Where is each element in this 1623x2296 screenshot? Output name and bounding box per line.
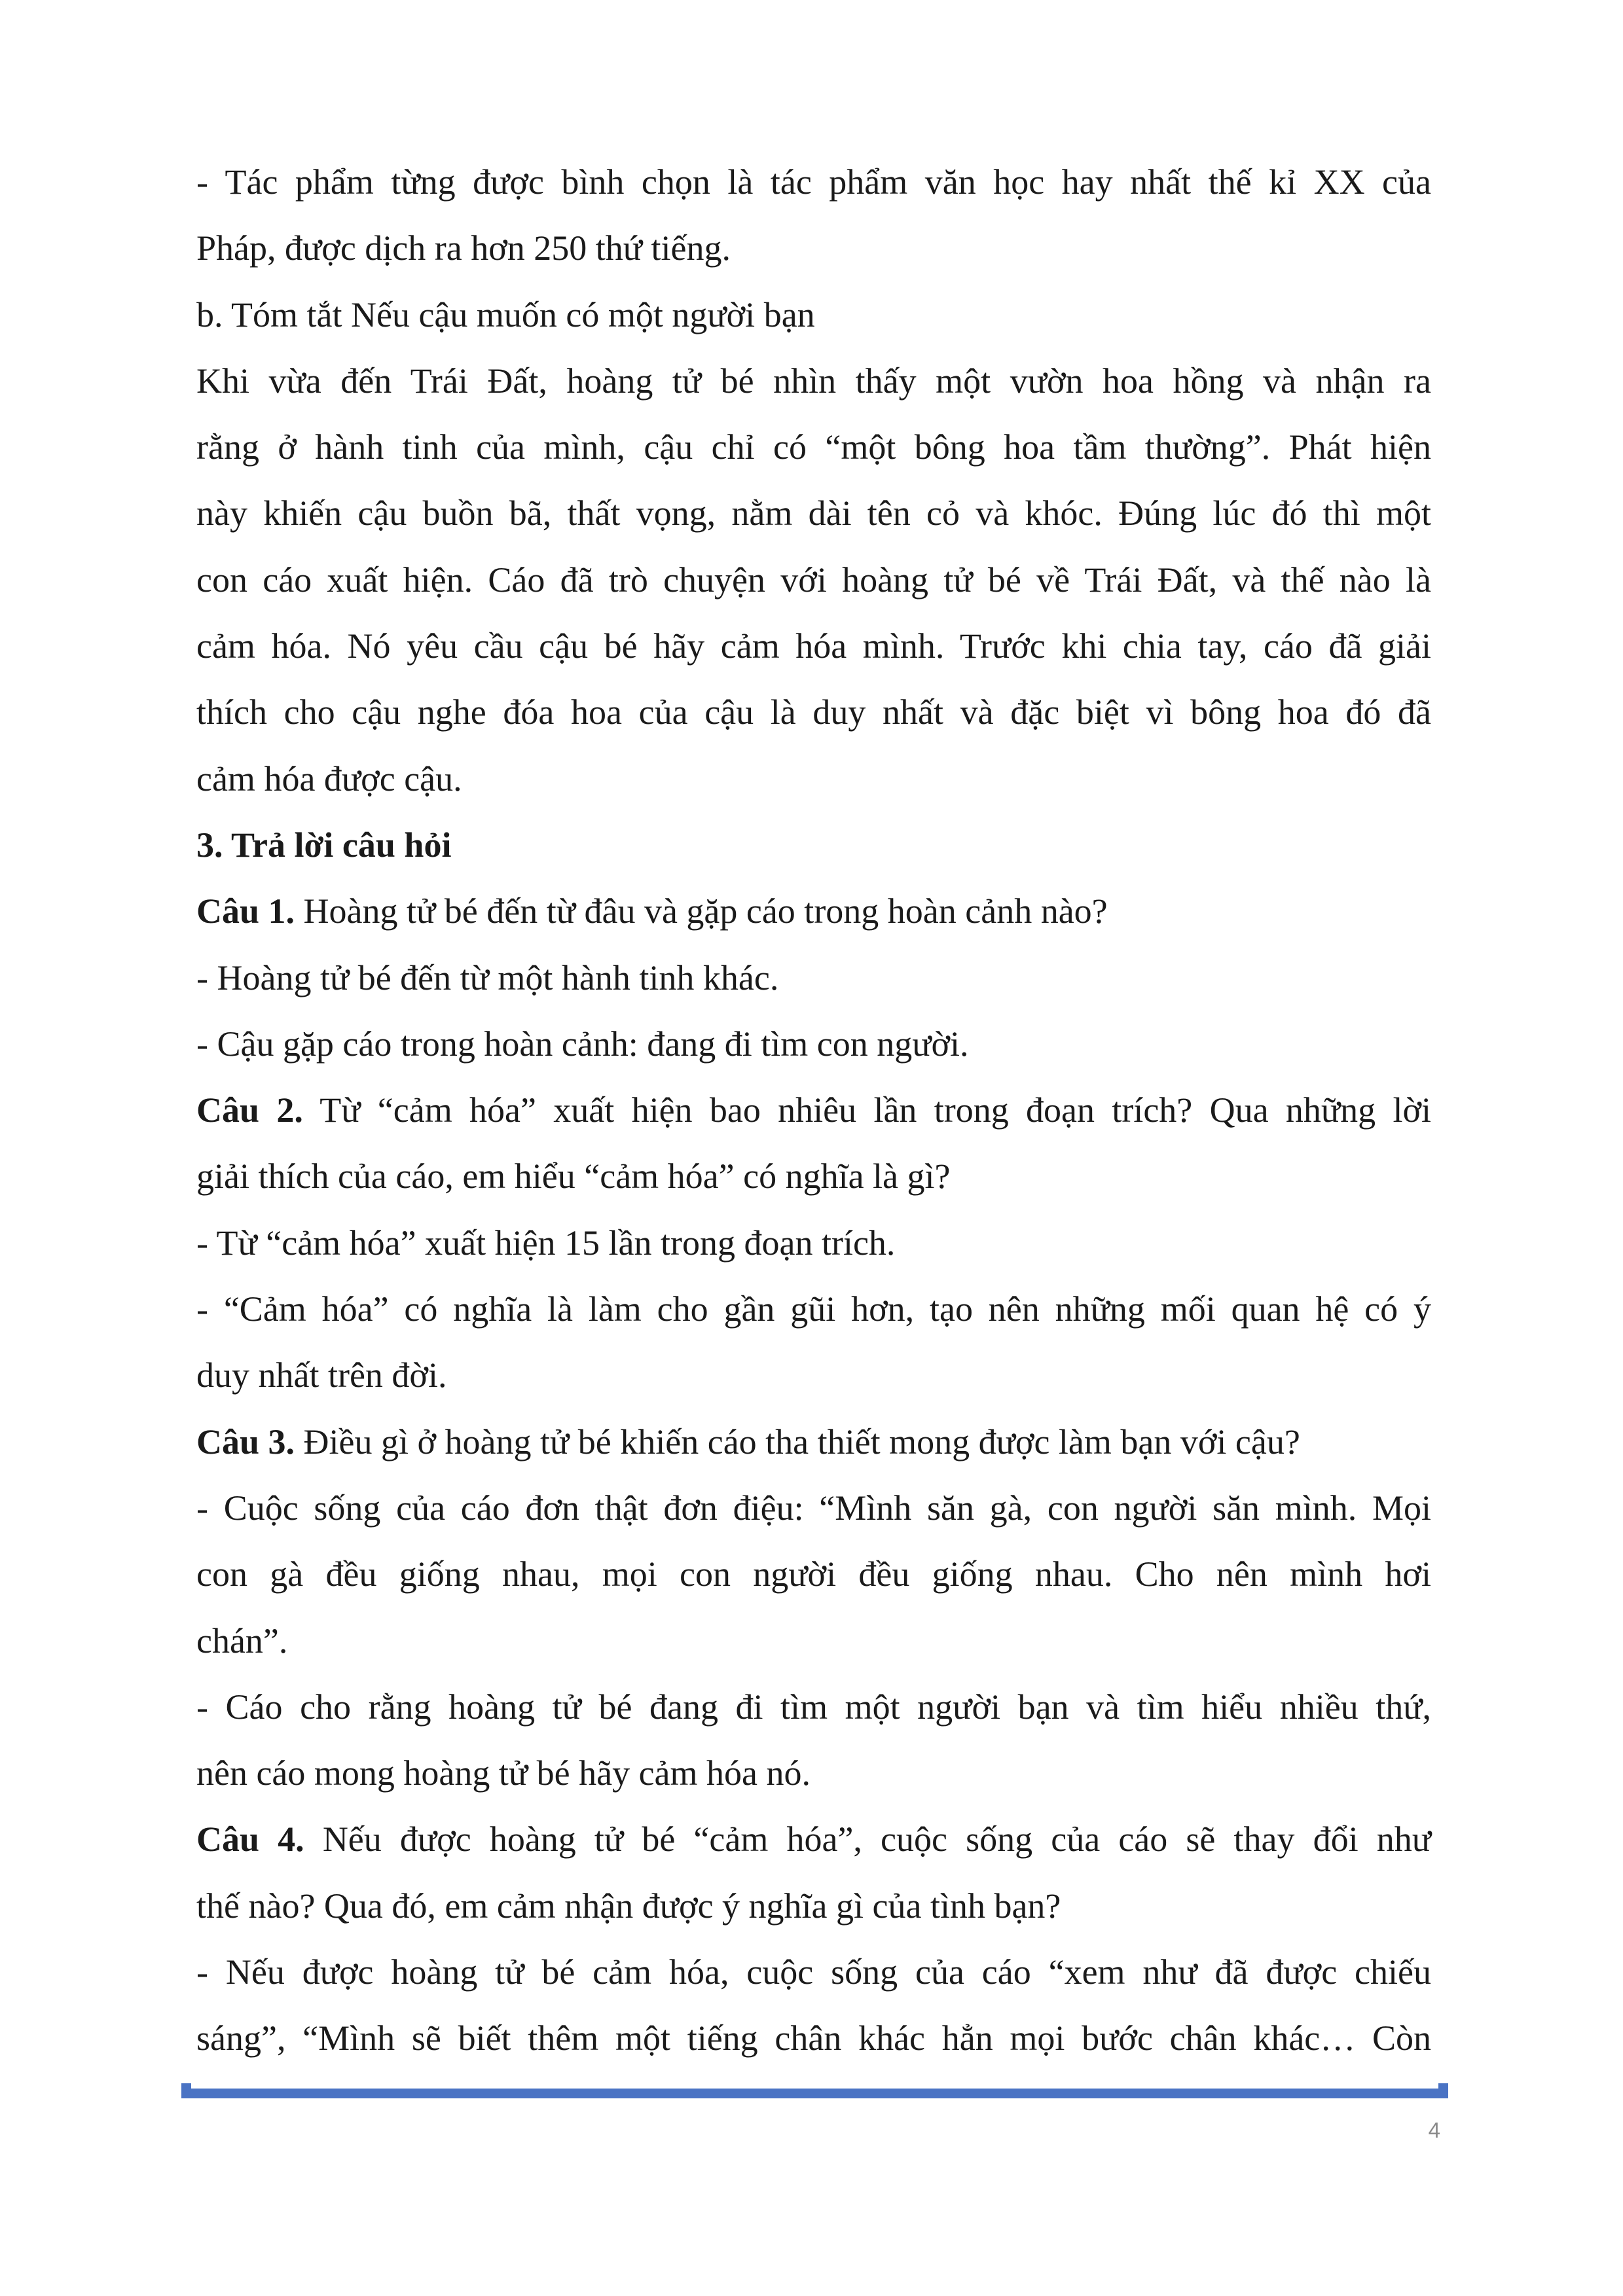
text-line: cảm hóa. Nó yêu cầu cậu bé hãy cảm hóa mình. Trước khi chia tay, cáo đã giải [196, 626, 1431, 666]
text-line: - Từ “cảm hóa” xuất hiện 15 lần trong đoạn trích. [196, 1223, 896, 1263]
text-line: giải thích của cáo, em hiểu “cảm hóa” có nghĩa là gì? [196, 1157, 951, 1196]
text-line: - Nếu được hoàng tử bé cảm hóa, cuộc sống của cáo “xem như đã được chiếu [196, 1952, 1431, 1992]
question-text: Nếu được hoàng tử bé “cảm hóa”, cuộc sống của cáo sẽ thay đổi như [322, 1820, 1432, 1859]
subheading-summary: b. Tóm tắt Nếu cậu muốn có một người bạn [196, 295, 815, 334]
text-line: - Tác phẩm từng được bình chọn là tác phẩm văn học hay nhất thế kỉ XX của [196, 162, 1431, 202]
section-heading: 3. Trả lời câu hỏi [196, 825, 452, 865]
question-1 [196, 878, 1431, 944]
question-text: Hoàng tử bé đến từ đâu và gặp cáo trong hoàn cảnh nào? [303, 891, 1108, 931]
footer-rule-cap-left [181, 2083, 191, 2096]
question-text: Điều gì ở hoàng tử bé khiến cáo tha thiết mong được làm bạn với cậu? [303, 1422, 1300, 1462]
text-line: chán”. [196, 1621, 288, 1660]
text-line: - Hoàng tử bé đến từ một hành tinh khác. [196, 958, 779, 997]
text-line: - “Cảm hóa” có nghĩa là làm cho gần gũi hơn, tạo nên những mối quan hệ có ý [196, 1289, 1431, 1329]
text-line: con cáo xuất hiện. Cáo đã trò chuyện với hoàng tử bé về Trái Đất, và thế nào là [196, 560, 1431, 600]
question-label: Câu 2. [196, 1090, 303, 1130]
text-line: Khi vừa đến Trái Đất, hoàng tử bé nhìn thấy một vườn hoa hồng và nhận ra [196, 361, 1431, 401]
text-line: - Cáo cho rằng hoàng tử bé đang đi tìm một người bạn và tìm hiểu nhiều thứ, [196, 1687, 1431, 1727]
question-text: Từ “cảm hóa” xuất hiện bao nhiêu lần trong đoạn trích? Qua những lời [319, 1090, 1432, 1130]
question-label: Câu 4. [196, 1820, 304, 1859]
text-line: con gà đều giống nhau, mọi con người đều giống nhau. Cho nên mình hơi [196, 1554, 1431, 1594]
document-body [196, 149, 1431, 2072]
question-label: Câu 3. [196, 1422, 295, 1462]
question-3 [196, 1409, 1431, 1475]
footer-rule-cap-right [1438, 2083, 1448, 2096]
question-2 [196, 1077, 1431, 1143]
text-line: nên cáo mong hoàng tử bé hãy cảm hóa nó. [196, 1753, 811, 1793]
text-line: - Cuộc sống của cáo đơn thật đơn điệu: “Mình săn gà, con người săn mình. Mọi [196, 1488, 1431, 1528]
text-line: thế nào? Qua đó, em cảm nhận được ý nghĩa gì của tình bạn? [196, 1886, 1061, 1926]
footer-rule [181, 2089, 1448, 2098]
text-line: duy nhất trên đời. [196, 1355, 447, 1395]
question-4 [196, 1806, 1431, 1873]
text-line: cảm hóa được cậu. [196, 759, 462, 798]
question-label: Câu 1. [196, 891, 295, 931]
text-line: Pháp, được dịch ra hơn 250 thứ tiếng. [196, 228, 731, 268]
text-line: thích cho cậu nghe đóa hoa của cậu là duy nhất và đặc biệt vì bông hoa đó đã [196, 692, 1431, 732]
page-number: 4 [1428, 2118, 1440, 2142]
text-line: - Cậu gặp cáo trong hoàn cảnh: đang đi tìm con người. [196, 1024, 969, 1064]
text-line: rằng ở hành tinh của mình, cậu chỉ có “một bông hoa tầm thường”. Phát hiện [196, 427, 1431, 467]
text-line: sáng”, “Mình sẽ biết thêm một tiếng chân khác hẳn mọi bước chân khác… Còn [196, 2018, 1431, 2058]
text-line: này khiến cậu buồn bã, thất vọng, nằm dài tên cỏ và khóc. Đúng lúc đó thì một [196, 493, 1431, 533]
